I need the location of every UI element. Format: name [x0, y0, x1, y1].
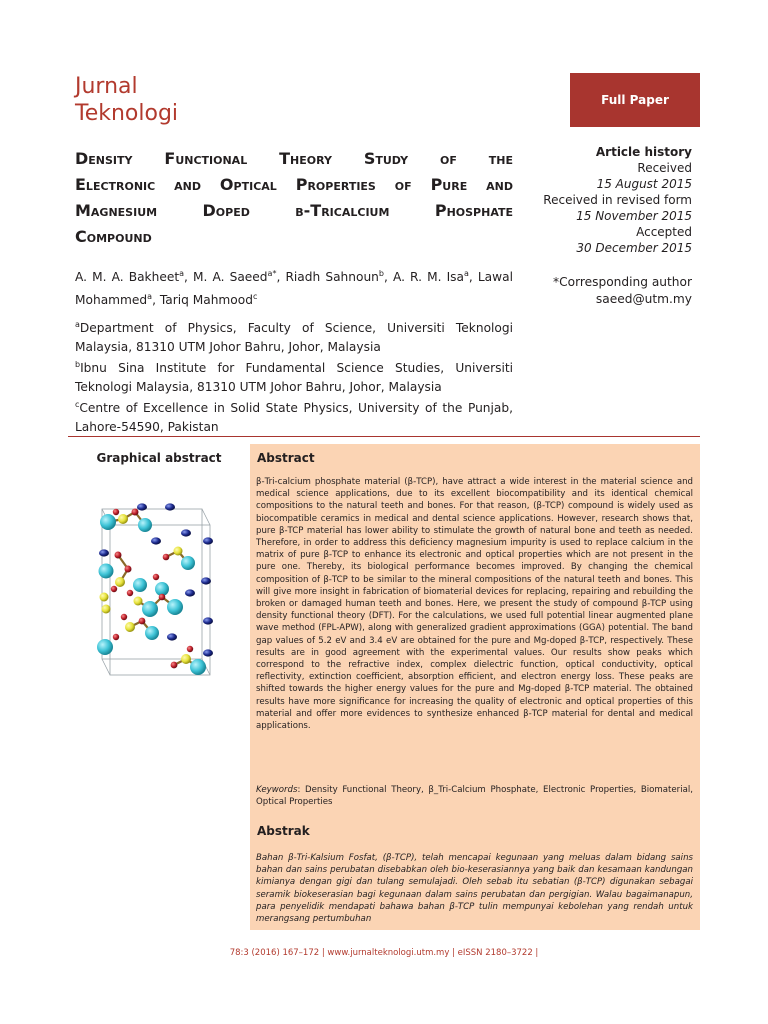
title-line-3: Magnesium Doped β-Tricalcium Phosphate: [75, 201, 513, 220]
abstract-heading: Abstract: [257, 451, 315, 465]
title-line-4: Compound: [75, 227, 152, 246]
affiliation-mark: c: [75, 400, 80, 410]
abstract-text: β-Tri-calcium phosphate material (β-TCP), have attract a wide interest in the material science and medical science applications, due to its excellent biocompatibility and its identical chemical compositions to the natural teeth and bones. For that reason, (β-TCP) compound is widely used as biocompatible ceramics in medical and dental science applications. However, research shows that, pure β-TCP material has lower ability to stimulate the growth of natural bone and teeth as needed. Therefore, in order to address this deficiency magnesium impurity is used to replace calcium in the matrix of pure β-TCP to enhance its electronic and optical properties which are not present in the pure one. Thereby, its biological performance becomes improved. By changing the chemical composition of β-TCP to be similar to the mineral compositions of the natural teeth and bones. This will give more insight in fabrication of biomaterial devices for replacing, repairing and rebuilding the broken or damaged human teeth and bones. Here, we present the study of compound β-TCP using density functional theory (DFT). For the calculations, we used full potential linear augmented plane wave method (FPL-APW), along with generalized gradient approximations (GGA) potential. The band gap values of 5.2 eV and 3.4 eV are obtained for the pure and Mg-doped β-TCP, respectively. These results are in good agreement with the experimental values. Our results show peaks which correspond to the refractive index, complex dielectric function, optical conductivity, optical reflectivity, extinction coefficient, absorption efficient, and electron energy loss. These peaks are shifted towards the higher energy values for the pure and Mg-doped β-TCP material. The obtained results have more significance for increasing the quality of electronic and optical properties of this material and offer more evidences to synthesize enhanced β-TCP material for dental and medical applications.: [256, 477, 693, 732]
article-history: [492, 144, 692, 256]
keywords-list: : Density Functional Theory, β_Tri-Calcium Phosphate, Electronic Properties, Biomaterial, Optical Properties: [256, 785, 693, 808]
corresponding-author: [492, 274, 692, 308]
affiliation-mark: a: [75, 320, 80, 329]
author-list: A. M. A. Bakheet$^a$, M. A. Saeed$^{a*}$, Riadh Sahnoun$^b$, A. R. M. Isa$^a$, Lawal Mohammed$^a$, Tariq Mahmood$^c$: [75, 269, 513, 308]
affiliation-item: [75, 396, 513, 436]
graphical-abstract-label: Graphical abstract: [96, 451, 222, 465]
received-date: 15 August 2015: [596, 177, 692, 191]
author-affil-mark: a*: [267, 269, 277, 278]
author-affil-mark: c: [252, 292, 258, 302]
revised-date: 15 November 2015: [576, 209, 692, 223]
accepted-label: Accepted: [636, 225, 692, 239]
paper-type-badge: Full Paper: [570, 73, 700, 127]
abstrak-heading: Abstrak: [257, 824, 310, 838]
oxygen-atoms: [111, 509, 193, 669]
affiliation-text: Ibnu Sina Institute for Fundamental Science Studies, Universiti Teknologi Malaysia, 81310 UTM Johor Bahru, Johor, Malaysia: [75, 361, 513, 394]
keywords-label: Keywords: [256, 785, 298, 795]
accepted-date: 30 December 2015: [576, 241, 692, 255]
title-line-2: Electronic and Optical Properties of Pure and: [75, 175, 513, 194]
corresponding-label: *Corresponding author: [553, 275, 692, 289]
paper-title: [75, 146, 513, 250]
abstrak-text: Bahan β-Tri-Kalsium Fosfat, (β-TCP), telah mencapai kegunaan yang meluas dalam bidang sains bahan dan sains perubatan disebabkan oleh bio-keserasiannya yang baik dan kesamaan kandungan kimianya dengan gigi dan tulang semulajadi. Oleh sebab itu sebatian (β-TCP) digunakan sebagai seramik biokeserasian bagi kegunaan dalam sains perubatan dan pergigian. Walau bagaimanapun, para penyelidik mendapati bahawa bahan β-TCP tulin mempunyai kebolehan yang rendah untuk merangsang pertumbuhan: [256, 853, 693, 925]
affiliation-mark: b: [75, 360, 81, 370]
journal-name: [75, 73, 178, 127]
author-affil-mark: a: [179, 269, 185, 278]
keywords: [256, 784, 693, 808]
author-affil-mark: a: [147, 292, 153, 302]
author-name: A. M. A. Bakheet: [75, 270, 180, 285]
header-divider: [68, 436, 700, 437]
author-affil-mark: b: [378, 269, 384, 278]
affiliation-item: [75, 316, 513, 356]
received-label: Received: [637, 161, 692, 175]
revised-label: Received in revised form: [543, 193, 692, 207]
author-name: Riadh Sahnoun: [285, 270, 379, 285]
journal-name-line2: Teknologi: [75, 101, 179, 126]
author-affil-mark: a: [464, 269, 469, 278]
journal-name-line1: Jurnal: [75, 74, 138, 99]
page-footer: 78:3 (2016) 167–172 | www.jurnalteknologi.utm.my | eISSN 2180–3722 |: [229, 948, 539, 958]
affiliation-item: [75, 356, 513, 396]
affiliation-text: Centre of Excellence in Solid State Physics, University of the Punjab, Lahore-54590, Pakistan: [75, 401, 513, 434]
author-name: M. A. Saeed: [193, 270, 268, 285]
corresponding-email[interactable]: saeed@utm.my: [595, 292, 692, 306]
title-line-1: Density Functional Theory Study of the: [75, 149, 513, 168]
abstract-panel: [250, 444, 700, 930]
affiliations: [75, 316, 513, 436]
author-name: Lawal Mohammed: [75, 270, 513, 308]
author-name: A. R. M. Isa: [392, 270, 464, 285]
author-name: Tariq Mahmood: [159, 293, 253, 308]
affiliation-text: Department of Physics, Faculty of Science, Universiti Teknologi Malaysia, 81310 UTM Johor Bahru, Johor, Malaysia: [75, 321, 513, 354]
crystal-structure-image: [90, 497, 225, 679]
article-history-heading: Article history: [595, 145, 692, 159]
